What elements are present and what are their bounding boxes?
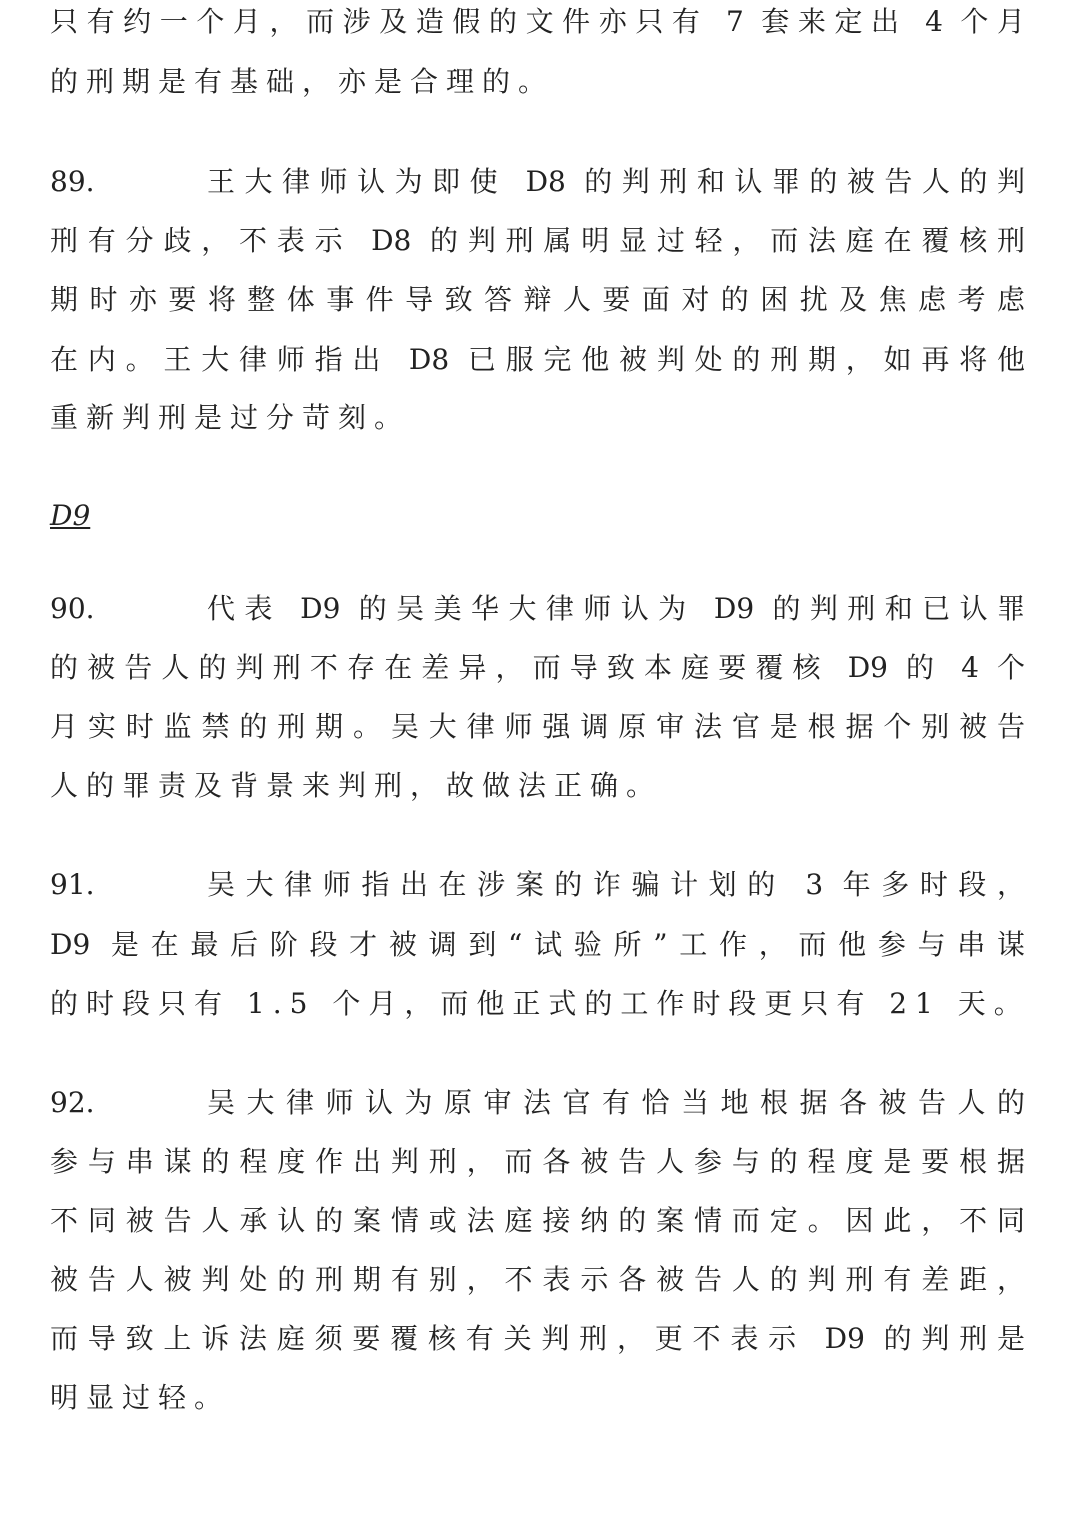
- paragraph-line: 参与串谋的程度作出判刑，而各被告人参与的程度是要根据: [50, 1145, 1025, 1178]
- section-heading-d9: D9: [50, 499, 91, 532]
- paragraph-number: 89.: [50, 165, 95, 198]
- paragraph-line: 人的罪责及背景来判刑，故做法正确。: [50, 769, 663, 802]
- paragraph-91-first-line: [50, 867, 1025, 903]
- paragraph-line: 被告人被判处的刑期有别，不表示各被告人的判刑有差距，: [50, 1263, 1025, 1296]
- paragraph-number: 92.: [50, 1086, 95, 1119]
- intro-line: 只有约一个月，而涉及造假的文件亦只有 7 套来定出 4 个月: [50, 5, 1025, 38]
- paragraph-line: 刑有分歧，不表示 D8 的判刑属明显过轻，而法庭在覆核刑: [50, 224, 1025, 257]
- paragraph-89-first-line: [50, 164, 1025, 200]
- paragraph-line: 月实时监禁的刑期。吴大律师强调原审法官是根据个别被告: [50, 710, 1025, 743]
- paragraph-line: 期时亦要将整体事件导致答辩人要面对的困扰及焦虑考虑: [50, 283, 1025, 316]
- paragraph-number: 91.: [50, 868, 95, 901]
- paragraph-line: 而导致上诉法庭须要覆核有关判刑，更不表示 D9 的判刑是: [50, 1322, 1025, 1355]
- paragraph-90-first-line: [50, 591, 1025, 627]
- paragraph-number: 90.: [50, 592, 95, 625]
- paragraph-text: 吴大律师指出在涉案的诈骗计划的 3 年多时段，: [207, 868, 1025, 901]
- paragraph-line: 重新判刑是过分苛刻。: [50, 401, 411, 434]
- paragraph-line: 的被告人的判刑不存在差异，而导致本庭要覆核 D9 的 4 个: [50, 651, 1025, 684]
- paragraph-text: 代表 D9 的吴美华大律师认为 D9 的判刑和已认罪: [207, 592, 1025, 625]
- paragraph-line: 明显过轻。: [50, 1381, 231, 1414]
- paragraph-line: 在内。王大律师指出 D8 已服完他被判处的刑期，如再将他: [50, 343, 1025, 376]
- paragraph-text: 吴大律师认为原审法官有恰当地根据各被告人的: [207, 1086, 1025, 1119]
- paragraph-92-first-line: [50, 1085, 1025, 1121]
- paragraph-text: 王大律师认为即使 D8 的判刑和认罪的被告人的判: [207, 165, 1025, 198]
- paragraph-line: D9 是在最后阶段才被调到“试验所”工作，而他参与串谋: [50, 928, 1025, 961]
- paragraph-line: 的时段只有 1.5 个月，而他正式的工作时段更只有 21 天。: [50, 987, 1030, 1020]
- paragraph-line: 不同被告人承认的案情或法庭接纳的案情而定。因此，不同: [50, 1204, 1025, 1237]
- intro-line: 的刑期是有基础，亦是合理的。: [50, 65, 555, 98]
